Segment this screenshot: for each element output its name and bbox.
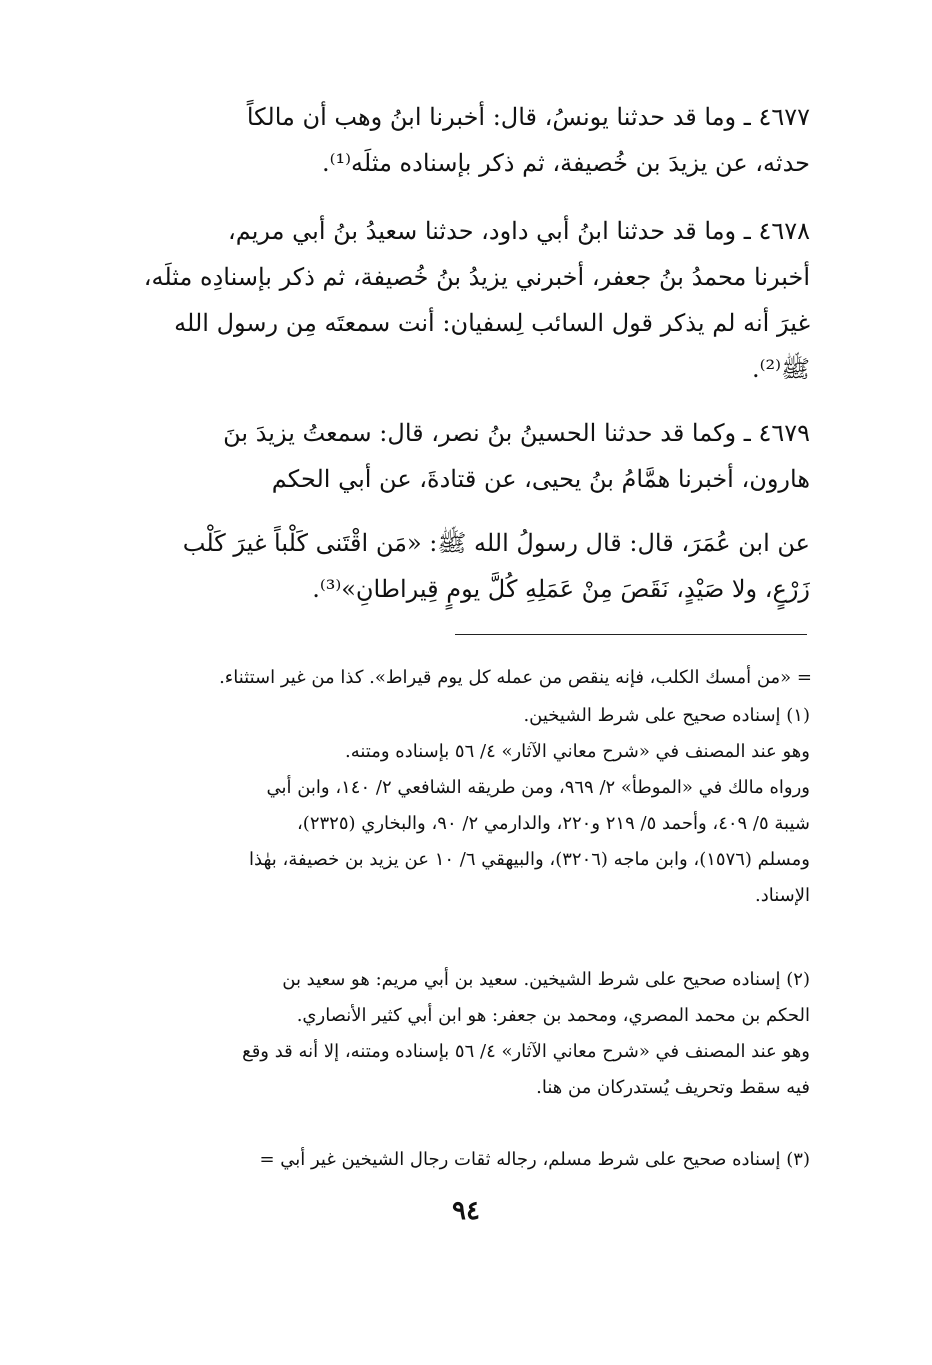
footnote-continuation — [100, 660, 812, 696]
text-line: زَرْعٍ، ولا صَيْدٍ، نَقَصَ مِنْ عَمَلِهِ كُلَّ يومٍ قِيراطانِ»⁽³⁾. — [312, 575, 810, 603]
text-line: وهو عند المصنف في «شرح معاني الآثار» ٤/ ٥٦ بإسناده ومتنه. — [344, 741, 810, 762]
text-line: ٤٦٧٧ ـ وما قد حدثنا يونسُ، قال: أخبرنا ابنُ وهب أن مالكاً — [246, 103, 810, 131]
footnote-1 — [104, 698, 810, 914]
text-line: الإسناد. — [754, 885, 810, 906]
text-line: فيه سقط وتحريف يُستدركان من هنا. — [536, 1077, 810, 1098]
text-line: (١) إسناده صحيح على شرط الشيخين. — [523, 705, 810, 726]
text-line: أخبرنا محمدُ بنُ جعفر، أخبرني يزيدُ بنُ خُصيفة، ثم ذكر بإسنادِه مثلَه، — [143, 263, 810, 291]
text-line: ٤٦٧٩ ـ وكما قد حدثنا الحسينُ بنُ نصر، قال: سمعتُ يزيدَ بنَ — [223, 419, 810, 447]
text-line: (٣) إسناده صحيح على شرط مسلم، رجاله ثقات رجال الشيخين غير أبي = — [259, 1149, 810, 1170]
text-line: عن ابن عُمَرَ، قال: قال رسولُ الله ﷺ: «مَن اقْتَنى كَلْباً غيرَ كَلْب — [182, 529, 810, 557]
text-line: هارون، أخبرنا همَّامُ بنُ يحيى، عن قتادةَ، عن أبي الحكم — [271, 465, 810, 493]
footnote-3 — [104, 1142, 810, 1178]
text-line: وهو عند المصنف في «شرح معاني الآثار» ٤/ ٥٦ بإسناده ومتنه، إلا أنه قد وقع — [242, 1041, 810, 1062]
hadith-matn — [104, 520, 810, 612]
text-line: غيرَ أنه لم يذكر قول السائب لِسفيان: أنت سمعتَه مِن رسول الله — [174, 309, 810, 337]
hadith-4677 — [104, 94, 810, 186]
text-line: ٤٦٧٨ ـ وما قد حدثنا ابنُ أبي داود، حدثنا سعيدُ بنُ أبي مريم، — [228, 217, 810, 245]
page-number: ٩٤ — [452, 1196, 480, 1226]
text-line: ومسلم (١٥٧٦)، وابن ماجه (٣٢٠٦)، والبيهقي ٦/ ١٠ عن يزيد بن خصيفة، بهٰذا — [249, 849, 810, 870]
text-line: ﷺ⁽²⁾. — [751, 355, 810, 383]
text-line: الحكم بن محمد المصري، ومحمد بن جعفر: هو ابن أبي كثير الأنصاري. — [296, 1005, 810, 1026]
text-line: ورواه مالك في «الموطأ» ٢/ ٩٦٩، ومن طريقه الشافعي ٢/ ١٤٠، وابن أبي — [266, 777, 810, 798]
hadith-4679 — [104, 410, 810, 502]
footnote-2 — [104, 962, 810, 1106]
footnote-separator — [455, 634, 807, 635]
text-line: = «من أمسك الكلب، فإنه ينقص من عمله كل يوم قيراط». كذا من غير استثناء. — [219, 667, 812, 688]
text-line: حدثه، عن يزيدَ بن خُصيفة، ثم ذكر بإسناده مثلَه⁽¹⁾. — [321, 149, 810, 177]
hadith-4678 — [104, 208, 810, 392]
text-line: (٢) إسناده صحيح على شرط الشيخين. سعيد بن أبي مريم: هو سعيد بن — [282, 969, 810, 990]
text-line: شيبة ٥/ ٤٠٩، وأحمد ٥/ ٢١٩ و٢٢٠، والدارمي ٢/ ٩٠، والبخاري (٢٣٢٥)، — [297, 813, 810, 834]
